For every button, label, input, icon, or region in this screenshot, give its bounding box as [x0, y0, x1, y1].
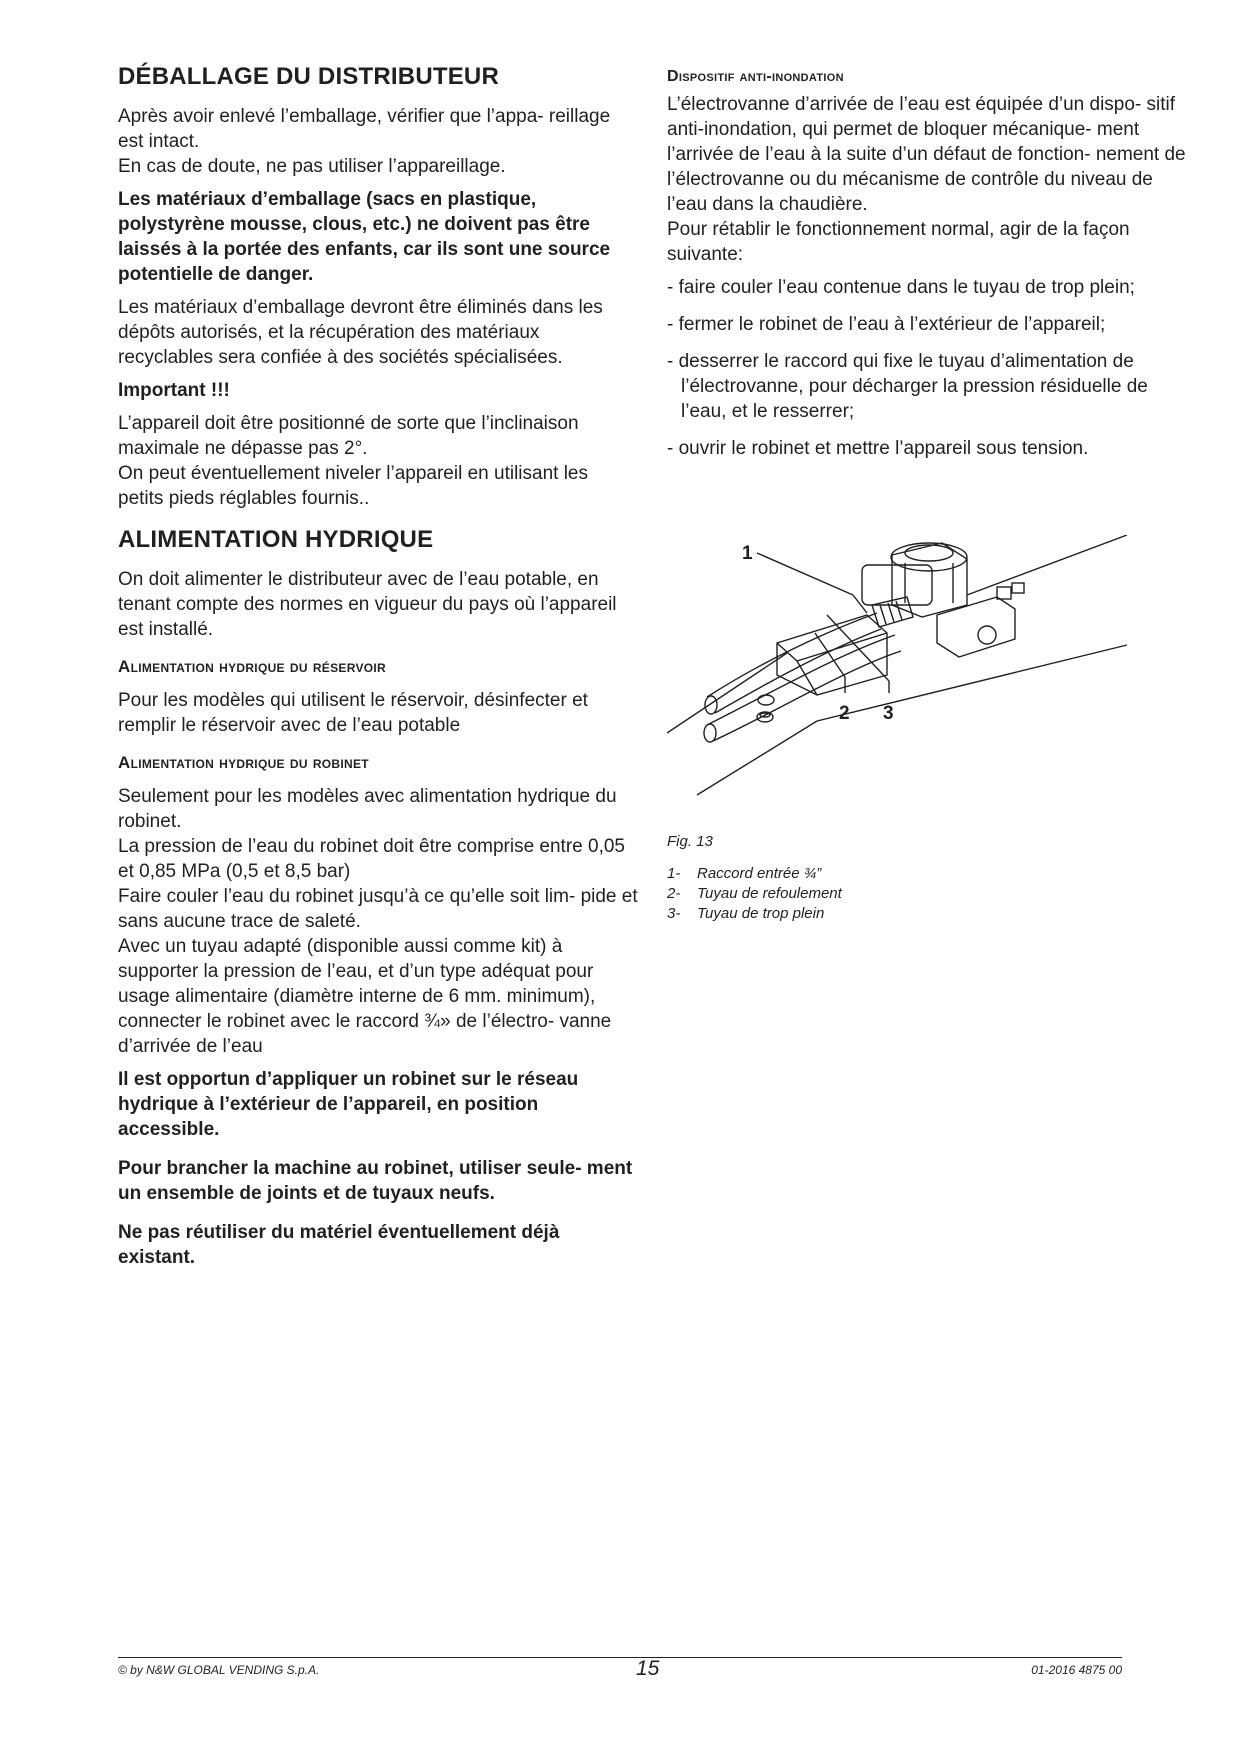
- procedure-list: [667, 275, 1197, 461]
- footer-copyright: © by N&W GLOBAL VENDING S.p.A.: [118, 1663, 320, 1677]
- paragraph: Avec un tuyau adapté (disponible aussi comme kit) à supporter la pression de l’eau, et d’un type adéquat pour usage alimentaire (diamètre interne de 6 mm. minimum), connecter le robinet avec le raccord ¾» de l’électro- vanne d’arrivée de l’eau: [118, 936, 612, 1057]
- subsection-title-mains: Alimentation hydrique du robinet: [118, 753, 369, 772]
- paragraph: On doit alimenter le distributeur avec de l’eau potable, en tenant compte des normes en vigueur du pays où l’appareil est installé.: [118, 569, 617, 640]
- paragraph: Après avoir enlevé l’emballage, vérifier que l’appa- reillage est intact.: [118, 106, 611, 152]
- footer-divider: [118, 1657, 1122, 1658]
- page-number: 15: [636, 1657, 660, 1680]
- paragraph: Seulement pour les modèles avec alimentation hydrique du robinet.: [118, 786, 617, 832]
- legend-number: 3-: [667, 905, 681, 922]
- right-column: [667, 66, 1197, 473]
- subsection-title-tank: Alimentation hydrique du réservoir: [118, 657, 386, 676]
- callout-3: 3: [883, 703, 894, 724]
- important-label: Important !!!: [118, 380, 230, 401]
- legend-text: Raccord entrée ¾”: [697, 865, 822, 882]
- paragraph: Faire couler l’eau du robinet jusqu’à ce qu’elle soit lim- pide et sans aucune trace de saleté.: [118, 886, 638, 932]
- legend-item: [667, 884, 842, 904]
- list-item: - fermer le robinet de l’eau à l’extérieur de l’appareil;: [667, 314, 1106, 335]
- solenoid-valve-figure: [667, 535, 1137, 825]
- section-title-unpacking: DÉBALLAGE DU DISTRIBUTEUR: [118, 63, 499, 90]
- paragraph: En cas de doute, ne pas utiliser l’appareillage.: [118, 156, 506, 177]
- paragraph: On peut éventuellement niveler l’appareil en utilisant les petits pieds réglables fournis..: [118, 463, 588, 509]
- footer-document-code: 01-2016 4875 00: [1031, 1663, 1122, 1677]
- callout-1: 1: [742, 543, 753, 564]
- solenoid-valve-drawing: [667, 535, 1137, 825]
- paragraph: La pression de l’eau du robinet doit être comprise entre 0,05 et 0,85 MPa (0,5 et 8,5 bar): [118, 836, 625, 882]
- legend-item: [667, 904, 842, 924]
- list-item: - ouvrir le robinet et mettre l’appareil sous tension.: [667, 438, 1089, 459]
- list-item: - desserrer le raccord qui fixe le tuyau d’alimentation de l’électrovanne, pour décharger la pression résiduelle de l’eau, et le resserrer;: [667, 351, 1148, 422]
- legend-text: Tuyau de trop plein: [697, 905, 825, 922]
- paragraph: Pour rétablir le fonctionnement normal, agir de la façon suivante:: [667, 219, 1130, 265]
- callout-2: 2: [839, 703, 850, 724]
- figure-legend: [667, 864, 842, 924]
- left-column: [118, 62, 638, 1278]
- warning-paragraph: Il est opportun d’appliquer un robinet sur le réseau hydrique à l’extérieur de l’appareil, en position accessible.: [118, 1069, 579, 1140]
- legend-text: Tuyau de refoulement: [697, 885, 842, 902]
- legend-number: 2-: [667, 885, 681, 902]
- figure-caption: Fig. 13: [667, 833, 713, 850]
- warning-paragraph: Ne pas réutiliser du matériel éventuellement déjà existant.: [118, 1222, 560, 1268]
- subsection-title-anti-flood: Dispositif anti-inondation: [667, 68, 844, 85]
- list-item: - faire couler l’eau contenue dans le tuyau de trop plein;: [667, 277, 1135, 298]
- paragraph: L’électrovanne d’arrivée de l’eau est équipée d’un dispo- sitif anti-inondation, qui permet de bloquer mécanique- ment l’arrivée de l’eau à la suite d’un défaut de fonction- nement de l’électrovanne ou du mécanisme de contrôle du niveau de l’eau dans la chaudière.: [667, 94, 1186, 215]
- legend-number: 1-: [667, 865, 681, 882]
- warning-paragraph: Pour brancher la machine au robinet, utiliser seule- ment un ensemble de joints et de tuyaux neufs.: [118, 1158, 633, 1204]
- paragraph: Les matériaux d’emballage devront être éliminés dans les dépôts autorisés, et la récupération des matériaux recyclables sera confiée à des sociétés spécialisées.: [118, 297, 603, 368]
- section-title-water-supply: ALIMENTATION HYDRIQUE: [118, 526, 434, 553]
- paragraph: L’appareil doit être positionné de sorte que l’inclinaison maximale ne dépasse pas 2°.: [118, 413, 579, 459]
- paragraph: Pour les modèles qui utilisent le réservoir, désinfecter et remplir le réservoir avec de l’eau potable: [118, 690, 588, 736]
- warning-paragraph: Les matériaux d’emballage (sacs en plastique, polystyrène mousse, clous, etc.) ne doivent pas être laissés à la portée des enfants, car ils sont une source potentielle de danger.: [118, 189, 611, 285]
- legend-item: [667, 864, 842, 884]
